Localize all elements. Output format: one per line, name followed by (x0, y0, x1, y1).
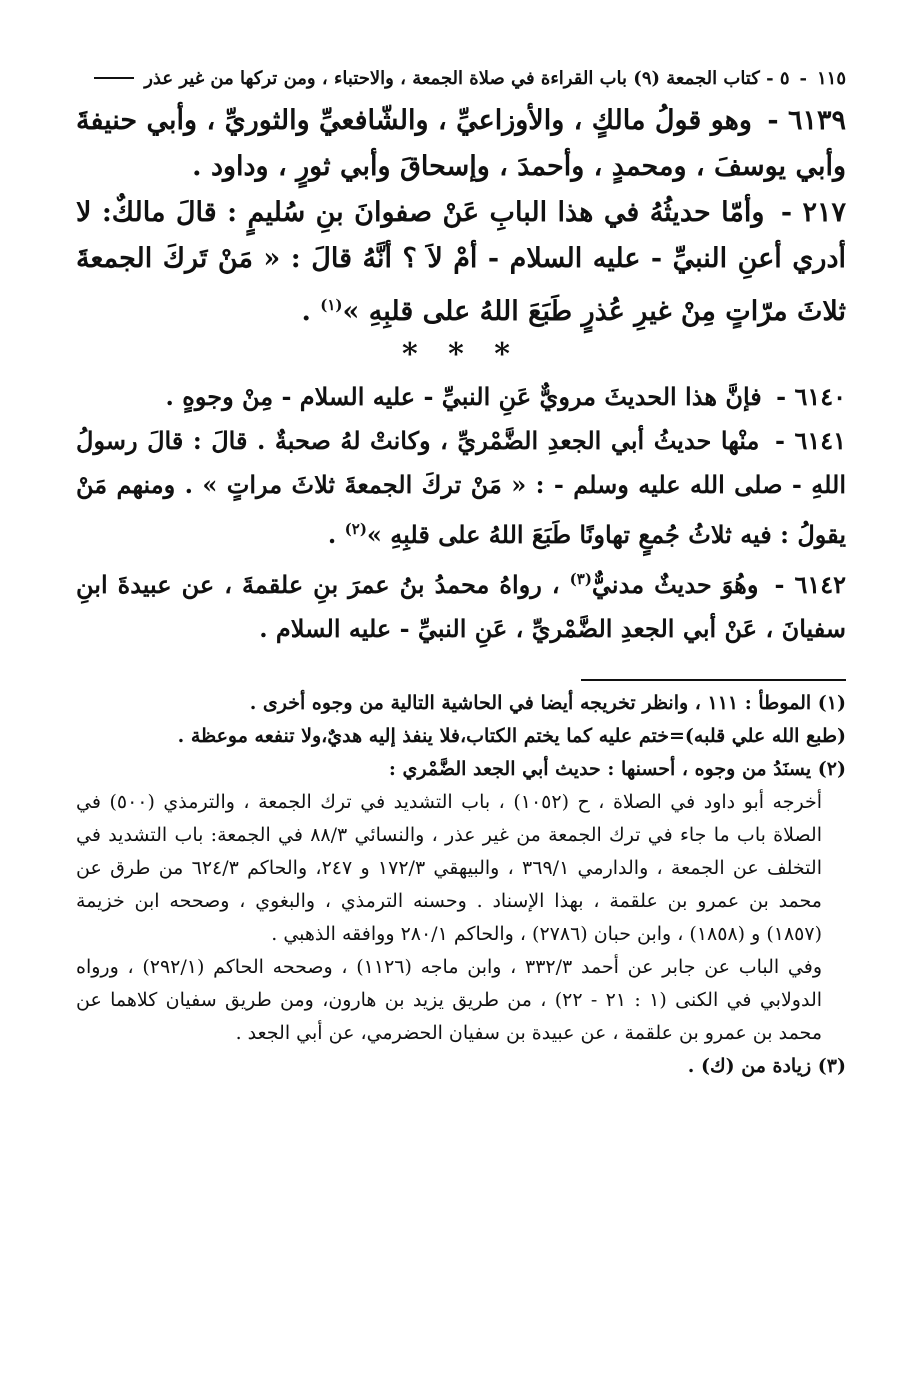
paragraph-number: ٢١٧ - (780, 197, 847, 228)
footnote-3: (٣) زيادة من (ك) . (687, 1055, 846, 1077)
header-dash: - (799, 67, 807, 89)
running-header (76, 58, 846, 98)
paragraph-6140 (76, 375, 846, 419)
header-page-number: ١١٥ (816, 67, 846, 89)
footnote-2-takhrij: أخرجه أبو داود في الصلاة ، ح (١٠٥٢) ، باب التشديد في ترك الجمعة ، والترمذي (٥٠٠) في الصلاة باب ما جاء في ترك الجمعة من غير عذر ، والنسائي ٨٨/٣ في الجمعة: باب التشديد في التخلف عن الجمعة ، والدارمي ٣٦٩/١ ، والبيهقي ١٧٢/٣ و ٢٤٧، والحاكم ٦٢٤/٣ من طرق عن محمد بن عمرو بن علقمة ، بهذا الإسناد . وحسنه الترمذي ، والبغوي ، وصححه ابن خزيمة (١٨٥٧) و (١٨٥٨) ، وابن حبان (٢٧٨٦) ، والحاكم ٢٨٠/١ ووافقه الذهبي . (76, 791, 822, 945)
paragraph-6139 (76, 98, 846, 190)
paragraph-text: وهُوَ حديثٌ مدنيٌّ (591, 570, 759, 599)
header-rule (94, 77, 134, 79)
paragraph-6141 (76, 419, 846, 557)
paragraph-end: ، رواهُ محمدُ بنُ عمرَ بنِ علقمةَ ، عن عبيدةَ ابنِ سفيانَ ، عَنْ أبي الجعدِ الضَّمْريِّ ، عَنِ النبيِّ - عليه السلام . (76, 570, 846, 643)
paragraph-number: ٦١٤١ - (774, 426, 846, 455)
footnote-gloss: (طبع الله علي قلبه)=ختم عليه كما يختم الكتاب،فلا ينفذ إليه هديٌ،ولا تنفعه موعظة . (177, 725, 846, 747)
paragraph-number: ٦١٤٠ - (776, 382, 846, 411)
paragraph-number: ٦١٤٢ - (774, 570, 847, 599)
paragraph-text: وهو قولُ مالكٍ ، والأوزاعيِّ ، والشّافعيِّ والثوريِّ ، وأبي حنيفةَ وأبي يوسفَ ، ومحمدٍ ، وأحمدَ ، وإسحاقَ وأبي ثورٍ ، وداود . (76, 105, 846, 182)
footnote-separator (581, 679, 846, 681)
paragraph-217 (76, 190, 846, 335)
paragraph-text: وأمّا حديثُهُ في هذا البابِ عَنْ صفوانَ بنِ سُليمٍ : قالَ مالكٌ: لا أدري أعنِ النبيِّ - عليه السلام - أمْ لاَ ؟ أنَّهُ قالَ : « مَنْ تَركَ الجمعةَ ثلاثَ مرّاتٍ مِنْ غيرِ عُذرٍ طَبَعَ اللهُ على قلبِهِ » (76, 197, 846, 327)
footnotes (76, 687, 846, 1083)
footnote-ref: (١) (320, 296, 343, 314)
paragraph-end: . (327, 520, 345, 549)
header-title: ٥ - كتاب الجمعة (٩) باب القراءة في صلاة الجمعة ، والاحتباء ، ومن تركها من غير عذر (144, 67, 790, 89)
footnote-1: (١) الموطأ : ١١١ ، وانظر تخريجه أيضا في الحاشية التالية من وجوه أخرى . (249, 692, 846, 714)
paragraph-number: ٦١٣٩ - (767, 105, 847, 136)
paragraph-text: فإنَّ هذا الحديثَ مرويٌّ عَنِ النبيِّ - عليه السلام - مِنْ وجوهٍ . (165, 382, 762, 411)
main-text (76, 98, 846, 651)
footnote-2: (٢) يسنَدُ من وجوه ، أحسنها : حديث أبي الجعد الضَّمْري : (388, 758, 846, 780)
footnote-ref: (٣) (569, 570, 592, 588)
section-separator-stars: * * * (402, 337, 520, 372)
paragraph-end: . (301, 296, 321, 327)
paragraph-6142 (76, 557, 846, 651)
paragraph-text: منْها حديثُ أبي الجعدِ الضَّمْريِّ ، وكانتْ لهُ صحبةٌ . قالَ : قالَ رسولُ اللهِ - صلى الله عليه وسلم - : « مَنْ تركَ الجمعةَ ثلاثَ مراتٍ » . ومنهم مَنْ يقولُ : فيه ثلاثُ جُمعٍ تهاونًا طَبَعَ اللهُ على قلبِهِ » (76, 426, 846, 549)
footnote-2-bab: وفي الباب عن جابر عن أحمد ٣٣٢/٣ ، وابن ماجه (١١٢٦) ، وصححه الحاكم (٢٩٢/١) ، ورواه الدولابي في الكنى (١ : ٢١ - ٢٢) ، من طريق يزيد بن هارون، ومن طريق سفيان كلاهما عن محمد بن عمرو بن علقمة ، عن عبيدة بن سفيان الحضرمي، عن أبي الجعد . (76, 956, 823, 1044)
footnote-ref: (٢) (344, 520, 367, 538)
